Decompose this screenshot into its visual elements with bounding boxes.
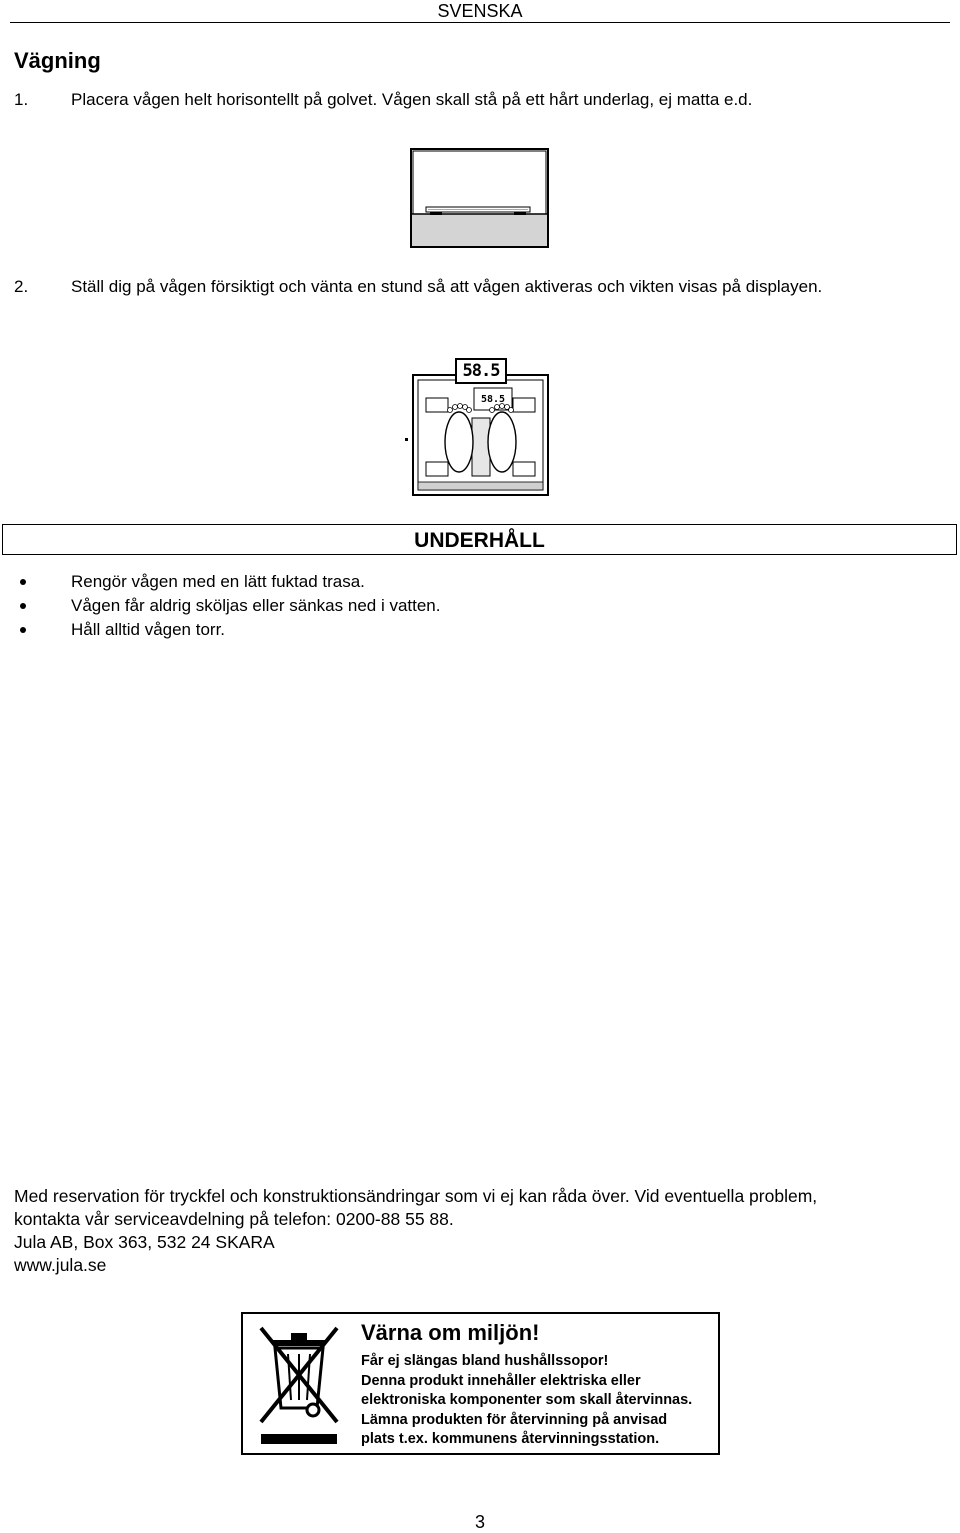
maintenance-list bbox=[0, 570, 440, 642]
environment-notice-line: elektroniska komponenter som skall återvinnas. bbox=[361, 1392, 693, 1408]
environment-notice-line: Lämna produkten för återvinning på anvisad bbox=[361, 1411, 668, 1428]
footer-line: kontakta vår serviceavdelning på telefon: 0200-88 55 88. bbox=[14, 1209, 454, 1229]
section-header-maintenance bbox=[2, 524, 957, 555]
language-label: SVENSKA bbox=[437, 1, 523, 21]
scale-on-floor-image bbox=[412, 150, 547, 246]
list-item bbox=[0, 570, 440, 594]
list-item bbox=[0, 594, 440, 618]
section-title-weighing: Vägning bbox=[14, 48, 101, 73]
scale-small-display-reading: 58.5 bbox=[480, 393, 506, 405]
step-1 bbox=[0, 89, 960, 111]
footer-notice bbox=[14, 1185, 954, 1277]
scale-with-feet-illustration bbox=[412, 374, 549, 496]
bullet-icon bbox=[20, 627, 26, 633]
scale-on-floor-illustration bbox=[410, 148, 549, 248]
environment-notice-heading: Värna om miljön! bbox=[361, 1320, 540, 1345]
list-item-text: Håll alltid vågen torr. bbox=[71, 620, 226, 639]
step-1-text: Placera vågen helt horisontellt på golvet. Vågen skall stå på ett hårt underlag, ej matta e.d. bbox=[71, 90, 753, 109]
bullet-icon bbox=[20, 603, 26, 609]
header-rule bbox=[10, 22, 950, 23]
footer-line: Med reservation för tryckfel och konstruktionsändringar som vi ej kan råda över. Vid eventuella problem, bbox=[14, 1186, 818, 1206]
step-2-number: 2. bbox=[14, 277, 29, 296]
environment-notice-line: Denna produkt innehåller elektriska eller bbox=[361, 1372, 641, 1389]
step-1-number: 1. bbox=[14, 90, 29, 109]
environment-notice-line: plats t.ex. kommunens återvinningsstation. bbox=[361, 1431, 660, 1447]
list-item-text: Vågen får aldrig sköljas eller sänkas ned i vatten. bbox=[71, 596, 441, 615]
footer-line: Jula AB, Box 363, 532 24 SKARA bbox=[14, 1232, 275, 1252]
website-link[interactable]: www.jula.se bbox=[14, 1255, 107, 1275]
stray-dot bbox=[405, 438, 408, 441]
page-header bbox=[0, 0, 960, 24]
bullet-icon bbox=[20, 579, 26, 585]
environment-notice-box bbox=[241, 1312, 720, 1455]
list-item-text: Rengör vågen med en lätt fuktad trasa. bbox=[71, 572, 365, 591]
page-number: 3 bbox=[474, 1512, 485, 1532]
list-item bbox=[0, 618, 440, 642]
environment-notice-text bbox=[361, 1352, 692, 1450]
step-2-text: Ställ dig på vågen försiktigt och vänta en stund så att vågen aktiveras och vikten visas på displayen. bbox=[71, 277, 823, 296]
section-title-maintenance: UNDERHÅLL bbox=[414, 529, 545, 552]
scale-big-display-reading: 58.5 bbox=[455, 358, 507, 384]
crossed-out-wheelie-bin-icon bbox=[251, 1320, 347, 1448]
environment-notice-line: Får ej slängas bland hushållssopor! bbox=[361, 1353, 609, 1369]
